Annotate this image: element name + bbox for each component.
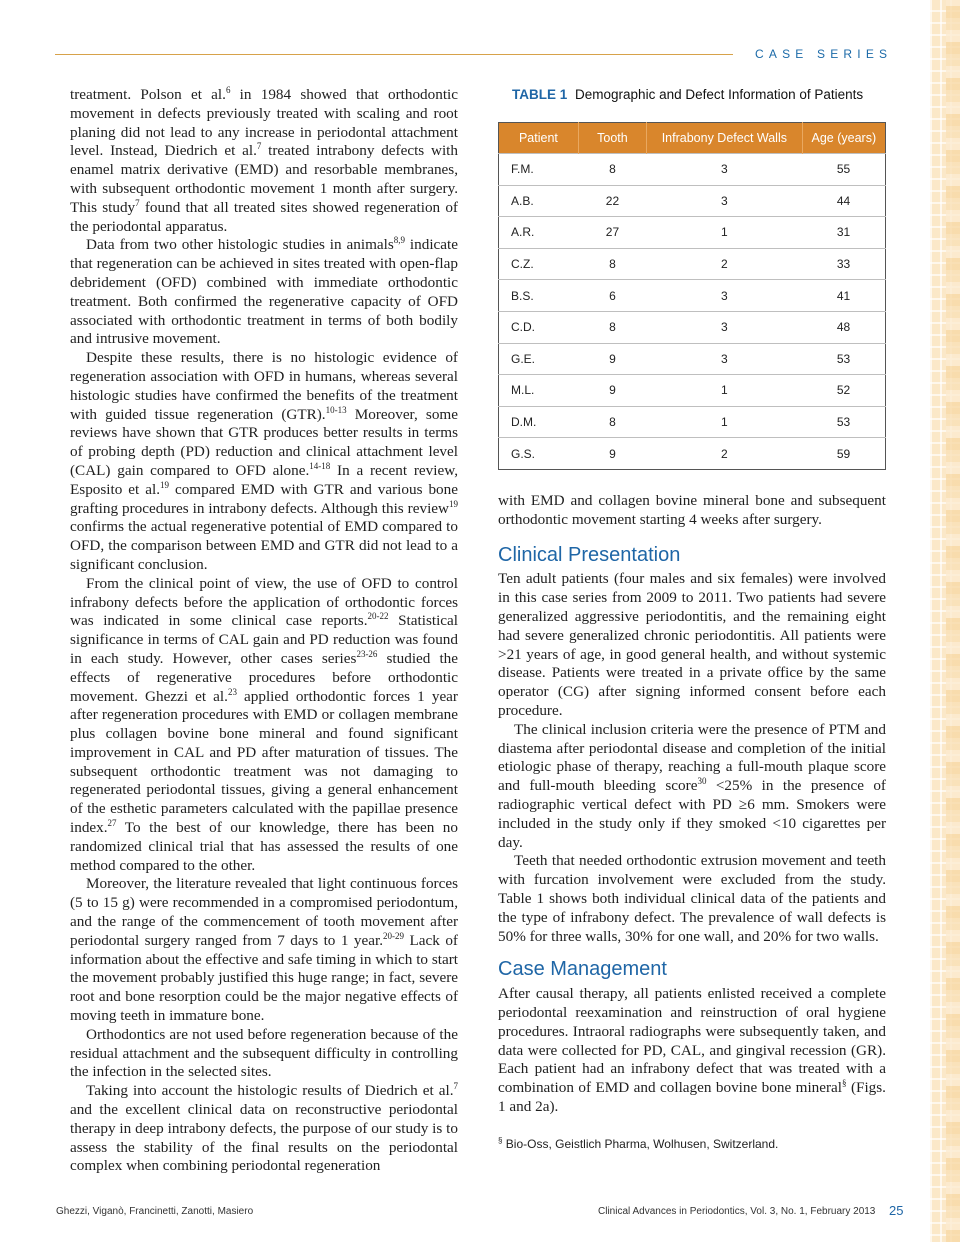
text-run: treatment. Polson et al. bbox=[70, 86, 226, 103]
cell-defect-walls: 1 bbox=[647, 406, 803, 438]
text-run: From the clinical point of view, the use of OFD to control infrabony defects before the application of orthodontic forces was indicated in some clinical case reports. bbox=[70, 574, 458, 630]
footnote-mark: § bbox=[498, 1135, 503, 1145]
table-label: TABLE 1 bbox=[512, 87, 568, 102]
decorative-edge-shade bbox=[946, 0, 960, 1242]
text-run: found that all treated sites showed regeneration of the periodontal apparatus. bbox=[70, 198, 458, 235]
right-column bbox=[498, 492, 886, 1154]
cell-patient: G.S. bbox=[499, 438, 579, 470]
table-row bbox=[499, 248, 886, 280]
text-run: Teeth that needed orthodontic extrusion movement and teeth with furcation involvement were excluded from the study. Table 1 shows both individual clinical data of the patients and the type of infrabony defect. The prevalence of wall defects is 50% for three walls, 30% for one wall, and 20% for two walls. bbox=[498, 852, 886, 945]
paragraph bbox=[498, 570, 886, 720]
table-header-row bbox=[499, 123, 886, 154]
table-row bbox=[499, 154, 886, 186]
header-age: Age (years) bbox=[802, 123, 885, 154]
footnote-text: Bio-Oss, Geistlich Pharma, Wolhusen, Switzerland. bbox=[505, 1136, 779, 1151]
cell-age: 44 bbox=[802, 185, 885, 217]
cell-tooth: 27 bbox=[578, 217, 646, 249]
cell-tooth: 9 bbox=[578, 343, 646, 375]
paragraph bbox=[70, 875, 458, 1025]
text-run: compared EMD with GTR and various bone grafting procedures in intrabony defects. Although this review bbox=[70, 480, 458, 517]
paragraph bbox=[70, 236, 458, 349]
cell-tooth: 8 bbox=[578, 248, 646, 280]
page-number: 25 bbox=[889, 1203, 904, 1218]
paragraph bbox=[70, 86, 458, 236]
cell-tooth: 8 bbox=[578, 311, 646, 343]
header-defect-walls: Infrabony Defect Walls bbox=[647, 123, 803, 154]
cell-age: 41 bbox=[802, 280, 885, 312]
text-run: To the best of our knowledge, there has been no randomized clinical trial that has assessed the results of one method compared to the other. bbox=[70, 819, 458, 874]
header-patient: Patient bbox=[499, 123, 579, 154]
table-row bbox=[499, 217, 886, 249]
cell-age: 59 bbox=[802, 438, 885, 470]
decorative-edge-pattern bbox=[930, 0, 960, 1242]
paragraph bbox=[70, 349, 458, 575]
cell-age: 55 bbox=[802, 154, 885, 186]
text-run: Despite these results, there is no histologic evidence of regeneration association with OFD in humans, whereas several histologic studies have confirmed the benefits of the treatment with guided tissue regeneration (GTR). bbox=[70, 349, 458, 423]
citation-superscript: § bbox=[842, 1078, 847, 1089]
citation-superscript: 7 bbox=[453, 1081, 458, 1092]
case-management-heading: Case Management bbox=[498, 958, 667, 981]
text-run: in 1984 showed that orthodontic movement in defects previously treated with scaling and root planing did not lead to any increase in periodontal attachment level. Instead, Diedrich et al. bbox=[70, 86, 459, 160]
cell-age: 31 bbox=[802, 217, 885, 249]
table-row bbox=[499, 375, 886, 407]
text-run: studied the effects of regenerative procedures before orthodontic movement. Ghezzi et al. bbox=[70, 649, 458, 705]
citation-superscript: 23 bbox=[227, 686, 237, 697]
cell-tooth: 8 bbox=[578, 154, 646, 186]
text-run: confirms the actual regenerative potential of EMD compared to OFD, the comparison between EMD and GTR did not lead to a significant conclusion. bbox=[70, 518, 458, 573]
cell-defect-walls: 2 bbox=[647, 438, 803, 470]
citation-superscript: 23-26 bbox=[356, 648, 378, 659]
cell-defect-walls: 1 bbox=[647, 217, 803, 249]
cell-age: 53 bbox=[802, 343, 885, 375]
text-run: Orthodontics are not used before regeneration because of the residual attachment and the subsequent difficulty in controlling the infection in the selected sites. bbox=[70, 1025, 458, 1081]
text-run: Data from two other histologic studies in animals bbox=[86, 236, 394, 254]
citation-superscript: 8,9 bbox=[393, 235, 405, 246]
cell-defect-walls: 3 bbox=[647, 280, 803, 312]
cell-patient: A.B. bbox=[499, 185, 579, 217]
citation-superscript: 27 bbox=[107, 818, 117, 829]
text-run: treated intrabony defects with enamel matrix derivative (EMD) and resorbable membranes, with subsequent orthodontic movement 1 month after surgery. This study bbox=[70, 142, 458, 216]
paragraph bbox=[70, 1082, 458, 1176]
cell-defect-walls: 2 bbox=[647, 248, 803, 280]
clinical-presentation-body bbox=[498, 570, 886, 946]
text-run: (Figs. 1 and 2a). bbox=[498, 1079, 886, 1115]
cell-patient: B.S. bbox=[499, 280, 579, 312]
table-row bbox=[499, 280, 886, 312]
cell-defect-walls: 3 bbox=[647, 185, 803, 217]
citation-superscript: 20-29 bbox=[383, 930, 405, 941]
cell-age: 53 bbox=[802, 406, 885, 438]
cell-defect-walls: 3 bbox=[647, 154, 803, 186]
cell-age: 52 bbox=[802, 375, 885, 407]
table-row bbox=[499, 185, 886, 217]
table-caption-text: Demographic and Defect Information of Patients bbox=[575, 87, 864, 102]
table-caption bbox=[512, 87, 882, 102]
text-run: Taking into account the histologic results of Diedrich et al. bbox=[86, 1082, 454, 1100]
paragraph bbox=[70, 1026, 458, 1082]
citation-superscript: 10-13 bbox=[325, 404, 347, 415]
text-run: Moreover, some reviews have shown that GTR produces better results in terms of probing depth (PD) reduction and clinical attachment level (CAL) gain compared to OFD alone. bbox=[70, 405, 458, 479]
cell-tooth: 8 bbox=[578, 406, 646, 438]
header-tooth: Tooth bbox=[578, 123, 646, 154]
cell-patient: F.M. bbox=[499, 154, 579, 186]
intro-paragraph: with EMD and collagen bovine mineral bone and subsequent orthodontic movement starting 4 weeks after surgery. bbox=[498, 492, 886, 528]
header-rule bbox=[55, 54, 733, 55]
table-row bbox=[499, 343, 886, 375]
footer-authors: Ghezzi, Viganò, Francinetti, Zanotti, Masiero bbox=[56, 1206, 254, 1217]
footer-journal: Clinical Advances in Periodontics, Vol. 3, No. 1, February 2013 bbox=[598, 1206, 876, 1217]
text-run: After causal therapy, all patients enlisted received a complete periodontal reexamination and reinstruction of oral hygiene procedures. Intraoral radiographs were subsequently taken, and data were collected for PD, CAL, and gingival recession (GR). Each patient had an infrabony defect that was treated with a combination of EMD and collagen bovine bone mineral bbox=[498, 985, 886, 1097]
cell-patient: G.E. bbox=[499, 343, 579, 375]
cell-patient: D.M. bbox=[499, 406, 579, 438]
citation-superscript: 7 bbox=[135, 197, 140, 208]
citation-superscript: 19 bbox=[449, 498, 458, 509]
table-row bbox=[499, 438, 886, 470]
text-run: Lack of information about the effective and safe timing in which to start the movement probably justified this huge range; in fact, severe root and bone resorption could be the major negative effects of moving teeth in immature bone. bbox=[70, 931, 458, 1025]
cell-tooth: 9 bbox=[578, 375, 646, 407]
citation-superscript: 14-18 bbox=[309, 460, 331, 471]
series-label: CASE SERIES bbox=[755, 47, 893, 61]
case-management-body bbox=[498, 985, 886, 1117]
cell-defect-walls: 1 bbox=[647, 375, 803, 407]
text-run: applied orthodontic forces 1 year after regeneration procedures with EMD or collagen membrane plus collagen bovine bone mineral and found significant improvement in CAL and PD after maturation of tissues. The subsequent orthodontic treatment was not damaging to regenerated periodontal tissues, giving a general enhancement of the esthetic parameters calculated with the papillae presence index. bbox=[70, 687, 458, 837]
table-body bbox=[499, 154, 886, 470]
text-run: The clinical inclusion criteria were the presence of PTM and diastema after periodontal disease and completion of the initial etiologic phase of therapy, reaching a full-mouth plaque score and full-mouth bleeding score bbox=[498, 720, 886, 795]
paragraph bbox=[498, 721, 886, 853]
paragraph bbox=[498, 852, 886, 946]
citation-superscript: 6 bbox=[225, 84, 231, 95]
cell-age: 33 bbox=[802, 248, 885, 280]
text-run: and the excellent clinical data on reconstructive periodontal therapy in deep intrabony defects, the purpose of our study is to assess the stability of the final results on the periodontal complex when combining periodontal regeneration bbox=[70, 1101, 458, 1175]
cell-defect-walls: 3 bbox=[647, 311, 803, 343]
cell-patient: C.Z. bbox=[499, 248, 579, 280]
cell-patient: M.L. bbox=[499, 375, 579, 407]
citation-superscript: 20-22 bbox=[367, 611, 389, 622]
paragraph bbox=[498, 985, 886, 1117]
cell-tooth: 22 bbox=[578, 185, 646, 217]
text-run: indicate that regeneration can be achieved in sites treated with open-flap debridement (OFD) combined with immediate orthodontic treatment. Both confirmed the regenerative capacity of OFD associated with orthodontic treatment in terms of both bodily and intrusive movement. bbox=[70, 236, 458, 348]
table-row bbox=[499, 311, 886, 343]
clinical-presentation-heading: Clinical Presentation bbox=[498, 543, 681, 566]
patient-table bbox=[498, 122, 886, 470]
left-column bbox=[70, 86, 458, 1176]
cell-patient: A.R. bbox=[499, 217, 579, 249]
text-run: Ten adult patients (four males and six females) were involved in this case series from 2009 to 2011. Two patients had severe generalized aggressive periodontitis, and the remaining eight had severe generalized chronic periodontitis. All patients were >21 years of age, in good general health, and without systemic disease. Patients were treated in a private office by the same operator (CG) after signing informed consent before each procedure. bbox=[498, 570, 886, 719]
cell-tooth: 9 bbox=[578, 438, 646, 470]
cell-patient: C.D. bbox=[499, 311, 579, 343]
text-run: In a recent review, Esposito et al. bbox=[70, 461, 458, 498]
citation-superscript: 30 bbox=[697, 776, 707, 787]
table-row bbox=[499, 406, 886, 438]
text-run: Statistical significance in terms of CAL gain and PD reduction was found in each study. However, other cases series bbox=[70, 612, 459, 667]
cell-defect-walls: 3 bbox=[647, 343, 803, 375]
text-run: Moreover, the literature revealed that light continuous forces (5 to 15 g) were recommended in a compromised periodontum, and the range of the commencement of tooth movement after periodontal surgery ranged from 7 days to 1 year. bbox=[70, 875, 458, 949]
citation-superscript: 7 bbox=[256, 141, 262, 152]
text-run: <25% in the presence of radiographic vertical defect with PD ≥6 mm. Smokers were included in the study only if they smoked <10 cigarettes per day. bbox=[498, 777, 886, 851]
cell-tooth: 6 bbox=[578, 280, 646, 312]
citation-superscript: 19 bbox=[160, 479, 169, 490]
footnote bbox=[498, 1135, 886, 1154]
paragraph bbox=[70, 575, 458, 876]
cell-age: 48 bbox=[802, 311, 885, 343]
